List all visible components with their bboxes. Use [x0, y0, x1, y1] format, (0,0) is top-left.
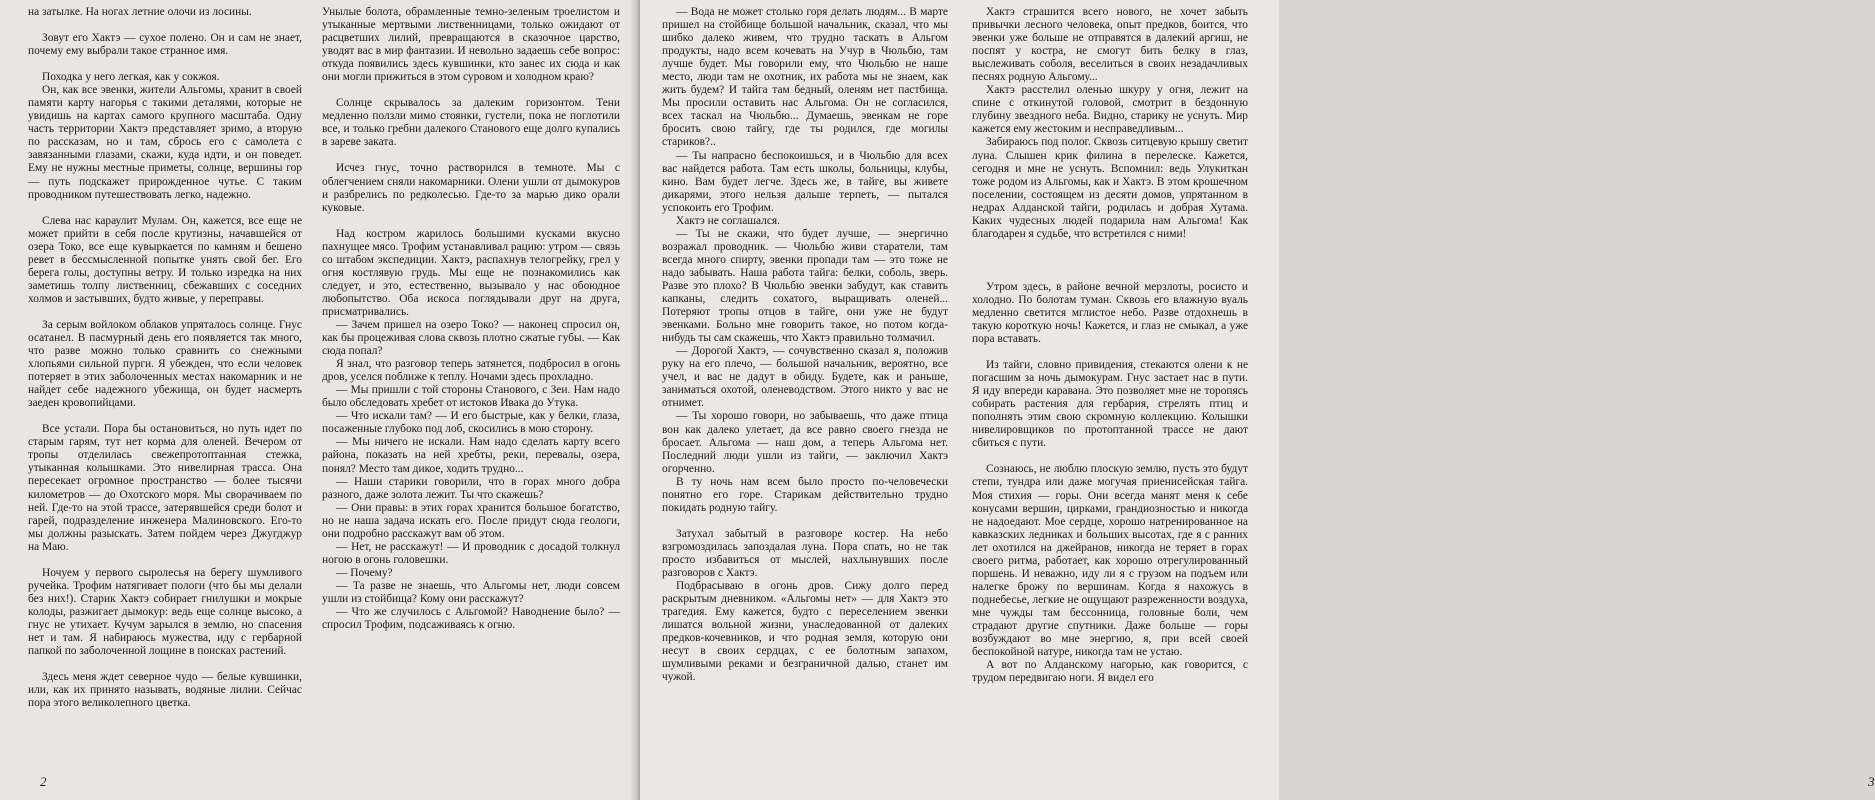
paragraph: — Мы ничего не искали. Нам надо сделать карту всего района, показать на ней хребты, реки, перевалы, озера, понял? Место там дикое, ходить трудно...	[322, 436, 620, 475]
paragraph: Хактэ расстелил оленью шкуру у огня, лежит на спине с откинутой головой, смотрит в бездонную глубину звездного неба. Видно, старику не уснуть. Мир кажется ему жестоким и несправедливым...	[972, 84, 1248, 136]
paragraph: Зовут его Хактэ — сухое полено. Он и сам не знает, почему ему выбрали такое странное имя.	[28, 32, 302, 58]
paragraph: — Что искали там? — И его быстрые, как у белки, глаза, посаженные глубоко под лоб, скосились в мою сторону.	[322, 410, 620, 436]
right-page-column-2	[972, 6, 1248, 685]
paragraph: Сознаюсь, не люблю плоскую землю, пусть это будут степи, тундра или даже могучая приенисейская тайга. Моя стихия — горы. Они всегда манят меня к себе конусами вершин, цирками, грандиозностью и никогда не надоедают. Мое сердце, хорошо натренированное на кавказских ледниках и больших высотах, где я с ранних лет охотился на джейранов, никогда не теряет в горах своего ритма, работает, как хорошо отрегулированный поршень. И неважно, иду ли я с грузом на подъем или налегке брожу по вершинам. Когда я нахожусь в поднебесье, легкие не ощущают разреженности воздуха, мне чужды там бессонница, головные боли, чем страдают другие спутники. Даже больше — горы возбуждают во мне энергию, я, при всей своей беспокойной натуре, никогда там не устаю.	[972, 463, 1248, 659]
paragraph: Я знал, что разговор теперь затянется, подбросил в огонь дров, уселся поближе к теплу. Ночами здесь прохладно.	[322, 358, 620, 384]
paragraph: на затылке. На ногах летние олочи из лосины.	[28, 6, 252, 18]
paragraph: — Что же случилось с Альгомой? Наводнение было? — спросил Трофим, подсаживаясь к огню.	[322, 606, 620, 632]
paragraph: Солнце скрывалось за далеким горизонтом. Тени медленно ползли мимо стоянки, густели, пока не поглотили все, и только гребни далекого Станового еще долго купались в зареве заката.	[322, 97, 620, 149]
paragraph: Хактэ страшится всего нового, не хочет забыть привычки лесного человека, опыт предков, боится, что эвенки уже больше не отправятся в далекий аргиш, не поспят у костра, не смогут бить белку в глаз, выслеживать соболя, веселиться в своих незадачливых песнях родную Альгому...	[972, 6, 1248, 84]
paragraph: Забираюсь под полог. Сквозь ситцевую крышу светит луна. Слышен крик филина в перелеске. Кажется, сегодня и мне не уснуть. Вспомнил: ведь Улукиткан тоже родом из Альгомы, как и Хактэ. В этом крошечном поселении, состоящем из десяти домов, упрятанном в недрах Алданской тайги, родилась и добрая Хутама. Каких чудесных людей подарила нам Альгома! Как благодарен я судьбе, что встретился с ними!	[972, 136, 1248, 240]
paragraph: — Почему?	[336, 566, 393, 579]
paragraph: — Мы пришли с той стороны Станового, с Зеи. Нам надо было обследовать хребет от истоков Ивака до Утука.	[322, 384, 620, 410]
paragraph: Над костром жарилось большими кусками вкусно пахнущее мясо. Трофим устанавливал рацию: утром — связь со штабом экспедиции. Хактэ, распахнув телогрейку, грел у огня костлявую грудь. Мы еще не познакомились как следует, и это, естественно, вызывало у нас обоюдное любопытство. Оба искоса поглядывали друг на друга, присматривались.	[322, 227, 620, 318]
paragraph: — Ты напрасно беспокоишься, и в Чюльбю для всех вас найдется работа. Там есть школы, больницы, клубы, кино. Вам будет легче. Здесь же, в тайге, вы живете дикарями, этого нельзя дальше терпеть, — пытался успокоить его Трофим.	[662, 149, 948, 214]
paragraph: За серым войлоком облаков упряталось солнце. Гнус осатанел. В пасмурный день его появляется так много, что разве можно только сравнить со снежными хлопьями сильной пурги. Я убежден, что если человек потеряет в этих заболоченных местах накомарник и не найдет себе надежного убежища, он будет насмерть заеден кровопийцами.	[28, 318, 302, 410]
paragraph: Он, как все эвенки, жители Альгомы, хранит в своей памяти карту нагорья с такими деталями, которые не увидишь на картах самого крупного масштаба. Одну часть территории Хактэ представляет зримо, а вторую по рассказам, но и там, сбрось его с самолета с завязанными глазами, скажи, куда идти, и он поведет. Ему не нужны местные приметы, солнце, вершины гор — путь подскажет прирожденное чутье. С таким проводником путешествовать легко, надежно.	[28, 84, 302, 201]
paragraph: Из тайги, словно привидения, стекаются олени к не погасшим за ночь дымокурам. Гнус застает нас в пути. Я иду впереди каравана. Это позволяет мне не торопясь собирать растения для гербария, стрелять птиц и пополнять этим свою скромную коллекцию. Колышки нивелировщиков по протоптанной трассе не дают сбиться с пути.	[972, 359, 1248, 450]
paragraph: Унылые болота, обрамленные темно-зеленым троелистом и утыканные мертвыми лиственницами, только ожидают от расцветших лилий, превращаются в сказочное царство, уводят вас в мир фантазии. И невольно задаешь себе вопрос: откуда появились здесь кувшинки, кто занес их сюда и как они могли прижиться в этом суровом и холодном краю?	[322, 6, 620, 84]
page-number-right: 3	[1868, 774, 1875, 789]
paragraph: — Та разве не знаешь, что Альгомы нет, люди совсем ушли из стойбища? Кому они расскажут?	[322, 579, 620, 605]
paragraph: Утром здесь, в районе вечной мерзлоты, росисто и холодно. По болотам туман. Сквозь его влажную вуаль медленно светится мглистое небо. Разве отдохнешь в такую короткую ночь! Кажется, и глаз не смыкал, а уже пора вставать.	[972, 280, 1248, 346]
paragraph: — Наши старики говорили, что в горах много добра разного, даже золота лежит. Ты что скажешь?	[322, 475, 620, 501]
paragraph: — Ты хорошо говори, но забываешь, что даже птица вон как далеко улетает, да все равно своего гнезда не бросает. Альгома — наш дом, а теперь Альгома нет. Последний люди ушли из тайги, — заключил Хактэ огорченно.	[662, 410, 948, 475]
paragraph: В ту ночь нам всем было просто по-человечески понятно его горе. Старикам действительно трудно покидать родную тайгу.	[662, 475, 948, 514]
paragraph: Исчез гнус, точно растворился в темноте. Мы с облегчением сняли накомарники. Олени ушли от дымокуров и разбрелись по редколесью. Где-то за марью дико орали куковые.	[322, 162, 620, 214]
paragraph: — Зачем пришел на озеро Токо? — наконец спросил он, как бы процеживая слова сквозь плотно сжатые губы. — Как сюда попал?	[322, 318, 620, 358]
left-page-column-1	[28, 6, 302, 710]
paragraph: Ночуем у первого сыролесья на берегу шумливого ручейка. Трофим натягивает пологи (что бы мы делали без них!). Старик Хактэ собирает гнилушки и мокрые колоды, разжигает дымокур: ведь еще солнце высоко, а гнус не утихает. Кучум зарылся в землю, но спасения нет и там. Я набираюсь мужества, иду с гербарной папкой по заболоченной лощине в поисках растений.	[28, 566, 302, 658]
paragraph: А вот по Алданскому нагорью, как говорится, с трудом передвигаю ноги. Я видел его	[972, 659, 1248, 685]
right-page-column-1	[662, 6, 948, 684]
paragraph: Подбрасываю в огонь дров. Сижу долго перед раскрытым дневником. «Альгомы нет» — для Хактэ это трагедия. Ему кажется, будто с переселением эвенки лишатся вольной жизни, унаследованной от далеких предков-кочевников, и что родная земля, которую они несут в своих сердцах, с ее болотным запахом, шумливыми реками и безграничной далью, станет им чужой.	[662, 580, 948, 684]
page-number-left: 2	[40, 774, 47, 789]
left-page	[0, 0, 638, 800]
paragraph: Здесь меня ждет северное чудо — белые кувшинки, или, как их принято называть, водяные лилии. Сейчас пора этого великолепного цветка.	[28, 671, 302, 710]
paragraph: — Дорогой Хактэ, — сочувственно сказал я, положив руку на его плечо, — большой начальник, вероятно, все учел, и вас не дадут в обиду. Будете, как и раньше, заниматься охотой, оленеводством. Этого никто у вас не отнимет.	[662, 345, 948, 410]
paragraph: — Нет, не расскажут! — И проводник с досадой толкнул ногою в огонь головешки.	[322, 540, 620, 566]
paragraph: Затухал забытый в разговоре костер. На небо взгромоздилась запоздалая луна. Пора спать, но не так просто избавиться от мыслей, нахлынувших после разговоров с Хактэ.	[662, 527, 948, 579]
left-page-column-2	[322, 6, 620, 632]
paragraph: Все устали. Пора бы остановиться, но путь идет по старым гарям, тут нет корма для оленей. Вечером от тропы отделилась свежепротоптанная стежка, утыканная колышками. Это нивелирная трасса. Она пересекает огромное пространство — более тысячи километров — до Охотского моря. Мы сворачиваем по ней. Где-то на этой трассе, затерявшейся среди болот и гарей, подразделение инженера Малиновского. Его-то мы должны разыскать. Затем пойдем через Джугджур на Маю.	[28, 423, 302, 553]
paragraph: Слева нас караулит Мулам. Он, кажется, все еще не может прийти в себя после крутизны, начавшейся от озера Токо, все еще кувыркается по камням и бешено ревет в бессмысленной попытке унять свой бег. Его берега голы, доступны ветру. И только изредка на них заметишь толпу лиственниц, сбежавших с соседних холмов и застывших, будто живые, у переправы.	[28, 214, 302, 305]
paragraph: Походка у него легкая, как у сокжоя.	[42, 71, 220, 84]
paragraph: — Вода не может столько горя делать людям... В марте пришел на стойбище большой начальник, сказал, что мы шибко далеко живем, что трудно таскать в Альгом продукты, надо всем кочевать на Учур в Чюльбю, там лучше будет. Мы говорили ему, что Чюльбю не наше место, люди там не охотник, их работа мы не знаем, как жить будем? И тайга там бедный, оленям нет пастбища. Мы просили оставить нас Альгома. Он не согласился, всех таскал на Чюльбю... Думаешь, эвенкам не горе бросить свою тайгу, где ты родился, где могилы стариков?..	[662, 6, 948, 149]
paragraph: — Они правы: в этих горах хранится большое богатство, но не наша задача искать его. После придут сюда геологи, они подробно расскажут вам об этом.	[322, 501, 620, 540]
paragraph: Хактэ не соглашался.	[676, 214, 781, 227]
paragraph: — Ты не скажи, что будет лучше, — энергично возражал проводник. — Чюльбю живи старатели, там всегда много спирту, эвенки пропади там — это тоже не надо забывать. Наша работа тайга: белки, соболь, зверь. Разве это плохо? В Чюльбю эвенки забудут, как ставить капканы, следить сохатого, выращивать оленей... Потеряют тропы отцов в тайге, они уже не будут эвенками. Больно мне говорить такое, но потом когда-нибудь ты сам скажешь, что Хактэ правильно толмачил.	[662, 227, 948, 345]
